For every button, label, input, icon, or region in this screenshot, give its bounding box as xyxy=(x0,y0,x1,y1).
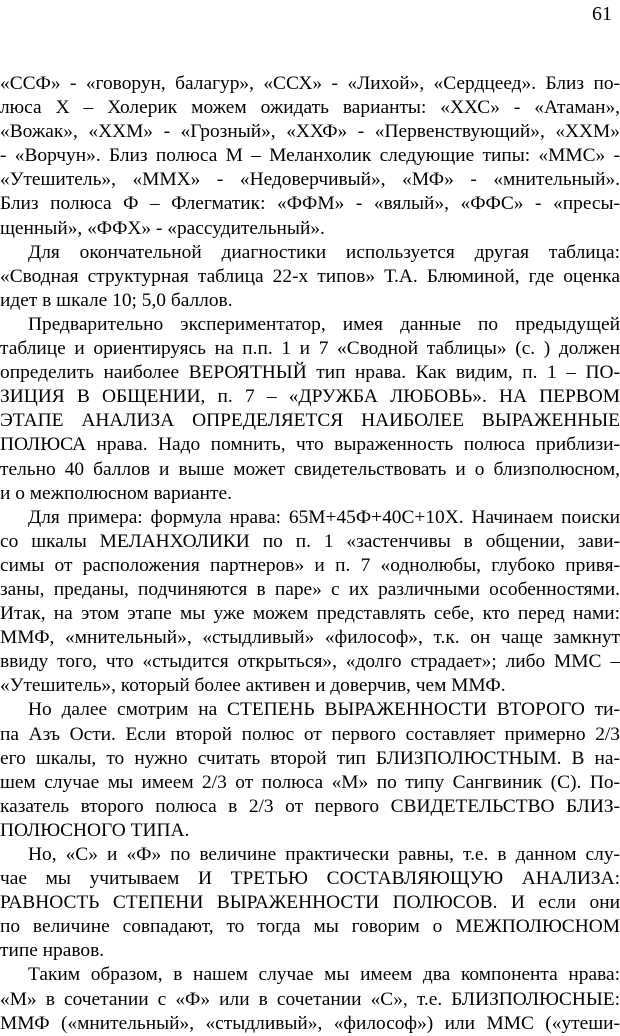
page-number: 61 xyxy=(592,3,612,25)
text-line: таблице и ориентируясь на п.п. 1 и 7 «Сводной таблицы» (с. ) должен xyxy=(0,338,620,360)
text-line: ПОЛЮСА нрава. Надо помнить, что выраженность полюса приблизи- xyxy=(0,434,620,456)
text-line: Но далее смотрим на СТЕПЕНЬ ВЫРАЖЕННОСТИ ВТОРОГО ти- xyxy=(28,699,620,721)
text-line: па Азъ Ости. Если второй полюс от первого составляет примерно 2/3 xyxy=(0,723,620,745)
text-line: РАВНОСТЬ СТЕПЕНИ ВЫРАЖЕННОСТИ ПОЛЮСОВ. И если они xyxy=(0,892,620,914)
text-line: типе нравов. xyxy=(0,940,105,962)
text-line: его шкалы, то нужно считать второй тип БЛИЗПОЛЮСТНЫМ. В на- xyxy=(0,747,620,769)
text-line: Итак, на этом этапе мы уже можем представлять себе, кто перед нами: xyxy=(0,603,620,625)
text-line: ММФ, «мнительный», «стыдливый» «философ», т.к. он чаще замкнут xyxy=(0,627,620,649)
text-line: люса Х – Холерик можем ожидать варианты: «ХХС» - «Атаман», xyxy=(0,97,620,119)
text-line: «Утешитель», «ММХ» - «Недоверчивый», «МФ» - «мнительный». xyxy=(0,169,620,191)
body-text xyxy=(0,72,620,1036)
text-line: Для окончательной диагностики используется другая таблица: xyxy=(28,241,620,263)
text-line: Но, «С» и «Ф» по величине практически равны, т.е. в данном слу- xyxy=(28,844,620,865)
text-line: Для примера: формула нрава: 65М+45Ф+40С+10Х. Начинаем поиски xyxy=(28,506,620,528)
text-line: «ССФ» - «говорун, балагур», «ССХ» - «Лихой», «Сердцеед». Близ по- xyxy=(0,73,620,94)
text-line: чае мы учитываем И ТРЕТЬЮ СОСТАВЛЯЮЩУЮ АНАЛИЗА: xyxy=(0,868,620,890)
text-line: идет в шкале 10; 5,0 баллов. xyxy=(0,289,233,311)
text-line: шем случае мы имеем 2/3 от полюса «М» по типу Сангвиник (С). По- xyxy=(0,771,620,793)
text-line: - «Ворчун». Близ полюса М – Меланхолик следующие типы: «ММС» - xyxy=(0,145,620,167)
text-line: Близ полюса Ф – Флегматик: «ФФМ» - «вялый», «ФФС» - «пресы- xyxy=(0,193,620,215)
text-line: казатель второго полюса в 2/3 от первого СВИДЕТЕЛЬСТВО БЛИЗ- xyxy=(0,795,620,817)
text-line: по величине совпадают, то тогда мы говорим о МЕЖПОЛЮСНОМ xyxy=(0,916,620,938)
text-line: ММФ («мнительный», «стыдливый», «философ») или ММС («утеши- xyxy=(0,1012,620,1034)
text-line: Таким образом, в нашем случае мы имеем два компонента нрава: xyxy=(28,964,620,986)
text-line: симы от расположения партнеров» и п. 7 «однолюбы, глубоко привя- xyxy=(0,554,620,576)
text-line: ЗИЦИЯ В ОБЩЕНИИ, п. 7 – «ДРУЖБА ЛЮБОВЬ». НА ПЕРВОМ xyxy=(0,386,620,408)
text-line: тельно 40 баллов и выше может свидетельствовать и о близполюсном, xyxy=(0,458,620,480)
text-line: ввиду того, что «стыдится открыться», «долго страдает»; либо ММС – xyxy=(0,651,620,673)
paragraph xyxy=(0,698,620,843)
paragraph xyxy=(0,241,620,313)
text-line: заны, преданы, подчиняются в паре» с их различными особенностями. xyxy=(0,578,620,600)
paragraph xyxy=(0,72,620,241)
text-line: со шкалы МЕЛАНХОЛИКИ по п. 1 «застенчивы в общении, зави- xyxy=(0,530,620,552)
paragraph xyxy=(0,963,620,1035)
text-line: «Утешитель», который более активен и доверчив, чем ММФ. xyxy=(0,675,506,697)
paragraph xyxy=(0,313,620,506)
text-line: «Вожак», «ХХМ» - «Грозный», «ХХФ» - «Первенствующий», «ХХМ» xyxy=(0,121,620,143)
text-line: «Сводная структурная таблица 22-х типов» Т.А. Блюминой, где оценка xyxy=(0,265,620,287)
text-line: ПОЛЮСНОГО ТИПА. xyxy=(0,819,190,841)
text-line: и о межполюсном варианте. xyxy=(0,482,232,504)
text-line: «М» в сочетании с «Ф» или в сочетании «С», т.е. БЛИЗПОЛЮСНЫЕ: xyxy=(0,988,620,1010)
text-line: Предварительно экспериментатор, имея данные по предыдущей xyxy=(28,313,620,335)
paragraph xyxy=(0,506,620,699)
paragraph xyxy=(0,843,620,963)
text-line: ЭТАПЕ АНАЛИЗА ОПРЕДЕЛЯЕТСЯ НАИБОЛЕЕ ВЫРАЖЕННЫЕ xyxy=(0,410,620,432)
text-line: щенный», «ФФХ» - «рассудительный». xyxy=(0,217,325,239)
text-line: определить наиболее ВЕРОЯТНЫЙ тип нрава. Как видим, п. 1 – ПО- xyxy=(0,362,620,384)
